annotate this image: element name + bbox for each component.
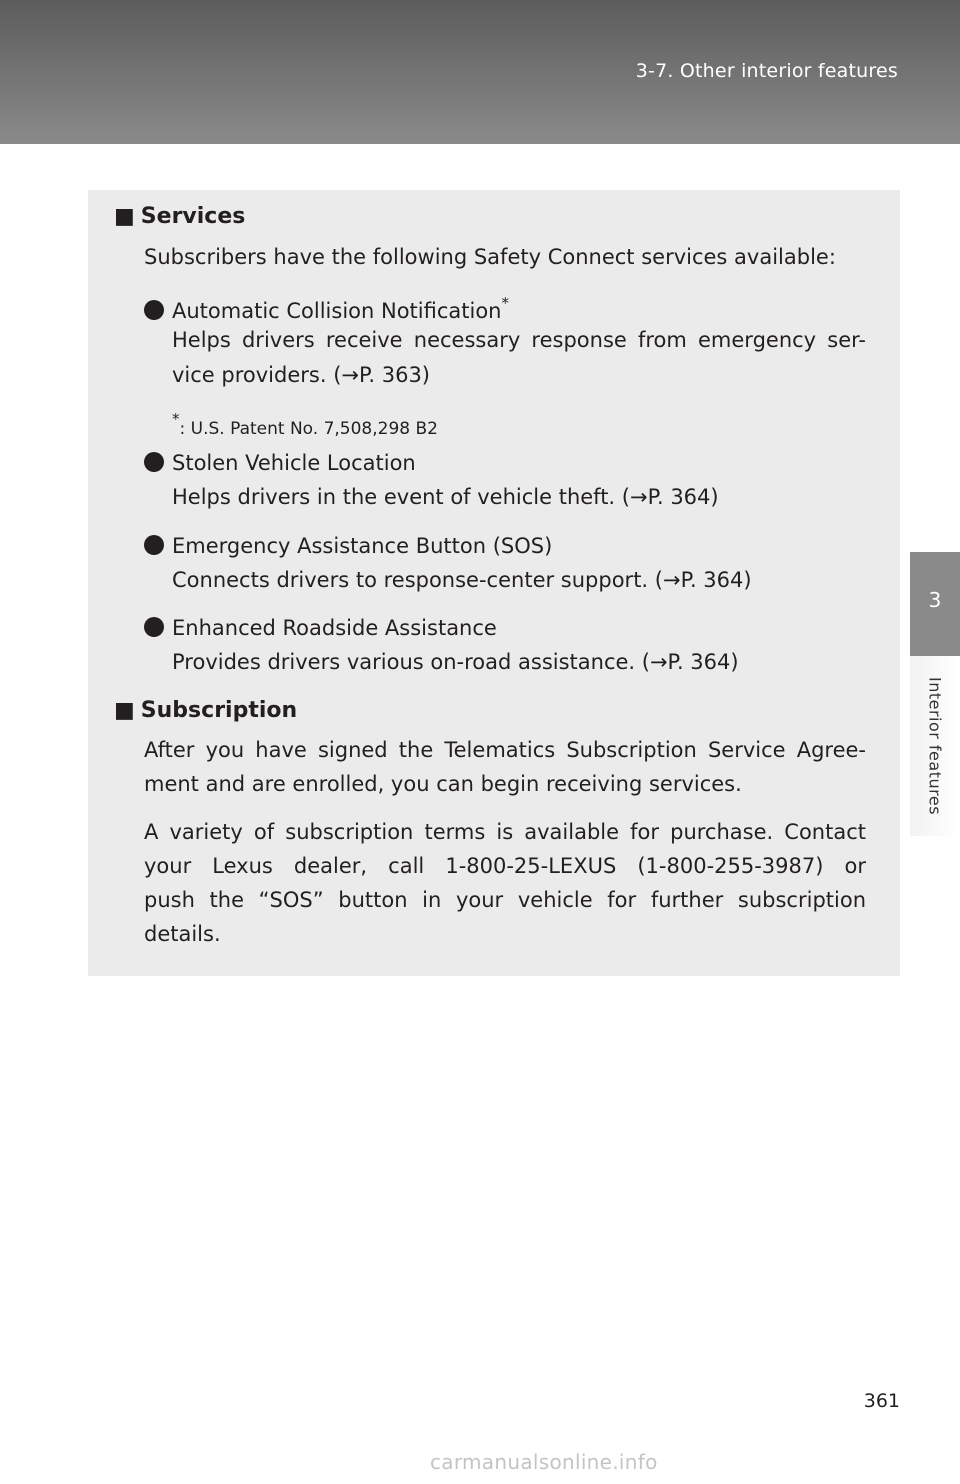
item-description: Provides drivers various on-road assistance. (→P. 364) [172,650,739,674]
paragraph-line: After you have signed the Telematics Subscription Service Agree- [144,738,866,762]
page-header [0,0,960,144]
paragraph-line: push the “SOS” button in your vehicle for further subscription [144,888,866,912]
page-number: 361 [863,1390,900,1412]
item-description: vice providers. (→P. 363) [172,363,430,387]
bullet-icon [144,617,164,637]
paragraph-line: your Lexus dealer, call 1-800-25-LEXUS (1-800-255-3987) or [144,854,866,878]
paragraph-line: details. [144,922,221,946]
item-description: Helps drivers in the event of vehicle theft. (→P. 364) [172,485,719,509]
services-intro: Subscribers have the following Safety Connect services available: [144,245,836,269]
item-description: Helps drivers receive necessary response from emergency ser- [172,328,866,352]
section-title: 3-7. Other interior features [635,60,898,82]
item-description: Connects drivers to response-center support. (→P. 364) [172,568,752,592]
footnote: *: U.S. Patent No. 7,508,298 B2 [172,410,438,439]
chapter-number: 3 [928,588,942,612]
chapter-label: Interior features [925,676,945,816]
square-bullet-icon: ■ [114,698,135,723]
paragraph-line: ment and are enrolled, you can begin receiving services. [144,772,742,796]
list-item: Stolen Vehicle Location [144,451,416,475]
list-item: Emergency Assistance Button (SOS) [144,534,552,558]
bullet-icon [144,452,164,472]
bullet-icon [144,535,164,555]
watermark: carmanualsonline.info [430,1450,658,1474]
bullet-icon [144,300,164,320]
services-heading: ■ Services [114,204,246,229]
list-item: Automatic Collision Notification* [144,294,509,323]
list-item: Enhanced Roadside Assistance [144,616,497,640]
square-bullet-icon: ■ [114,204,135,229]
subscription-heading: ■ Subscription [114,698,298,723]
paragraph-line: A variety of subscription terms is available for purchase. Contact [144,820,866,844]
chapter-tab [910,552,960,656]
